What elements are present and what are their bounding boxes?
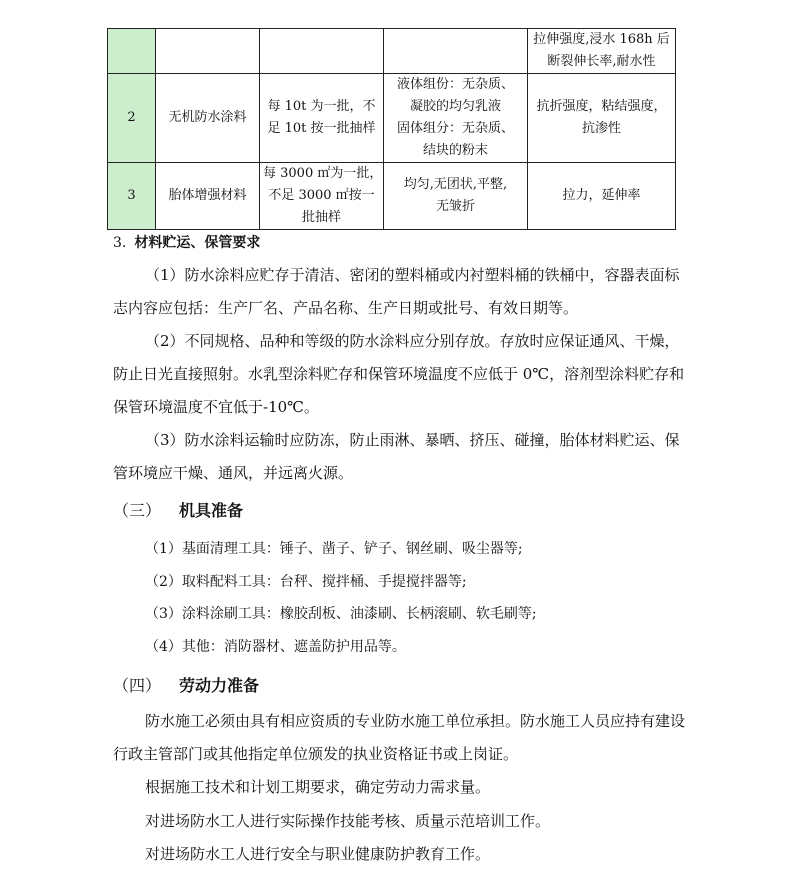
section-heading-storage — [113, 232, 260, 252]
list-item: （1）基面清理工具：锤子、凿子、铲子、钢丝刷、吸尘器等; — [145, 541, 523, 557]
appearance-req — [384, 29, 528, 74]
heading-number: （四） — [113, 676, 162, 695]
heading-number: （三） — [113, 501, 162, 520]
table-row — [108, 163, 676, 230]
heading-labor — [113, 673, 259, 696]
batch-rule: 每 3000 ㎡为一批， 不足 3000 ㎡按一 批抽样 — [260, 163, 384, 230]
heading-tools — [113, 498, 243, 521]
list-item: （2）取料配料工具：台秤、搅拌桶、手提搅拌器等; — [145, 574, 467, 590]
list-item: （3）涂料涂刷工具：橡胶刮板、油漆刷、长柄滚刷、软毛刷等; — [145, 606, 537, 622]
material-name: 无机防水涂料 — [156, 74, 260, 163]
list-item: （4）其他：消防器材、遮盖防护用品等。 — [145, 639, 406, 655]
material-name — [156, 29, 260, 74]
storage-paragraph-3: （3）防水涂料运输时应防冻，防止雨淋、暴晒、挤压、碰撞，胎体材料贮运、保管环境应干燥、通风，并远离火源。 — [113, 431, 680, 482]
heading-title: 机具准备 — [179, 501, 244, 520]
labor-line: 对进场防水工人进行安全与职业健康防护教育工作。 — [145, 845, 491, 863]
batch-rule: 每 10t 为一批，不 足 10t 按一批抽样 — [260, 74, 384, 163]
labor-line: 对进场防水工人进行实际操作技能考核、质量示范培训工作。 — [145, 812, 551, 830]
storage-paragraph-2: （2）不同规格、品种和等级的防水涂料应分别存放。存放时应保证通风、干燥，防止日光直接照射。水乳型涂料贮存和保管环境温度不应低于 0℃，溶剂型涂料贮存和保管环境温度不宜低于-10℃。 — [113, 332, 685, 416]
table-row — [108, 29, 676, 74]
storage-paragraph-1: （1）防水涂料应贮存于清洁、密闭的塑料桶或内衬塑料桶的铁桶中，容器表面标志内容应包括：生产厂名、产品名称、生产日期或批号、有效日期等。 — [113, 266, 680, 317]
test-items: 拉力，延伸率 — [528, 163, 676, 230]
row-number: 3 — [108, 163, 156, 230]
row-number: 2 — [108, 74, 156, 163]
labor-line: 根据施工技术和计划工期要求，确定劳动力需求量。 — [145, 778, 491, 796]
appearance-req: 均匀,无团状,平整, 无皱折 — [384, 163, 528, 230]
labor-paragraph-1: 防水施工必须由具有相应资质的专业防水施工单位承担。防水施工人员应持有建设行政主管部门或其他指定单位颁发的执业资格证书或上岗证。 — [113, 712, 686, 763]
batch-rule — [260, 29, 384, 74]
section-number: 3. — [113, 235, 127, 251]
heading-title: 劳动力准备 — [179, 676, 260, 695]
row-number — [108, 29, 156, 74]
appearance-req: 液体组份：无杂质、 凝胶的均匀乳液 固体组分：无杂质、 结块的粉末 — [384, 74, 528, 163]
material-spec-table — [107, 28, 676, 230]
test-items: 拉伸强度,浸水 168h 后 断裂伸长率,耐水性 — [528, 29, 676, 74]
material-name: 胎体增强材料 — [156, 163, 260, 230]
table-row — [108, 74, 676, 163]
test-items: 抗折强度，粘结强度， 抗渗性 — [528, 74, 676, 163]
section-title: 材料贮运、保管要求 — [134, 235, 261, 251]
